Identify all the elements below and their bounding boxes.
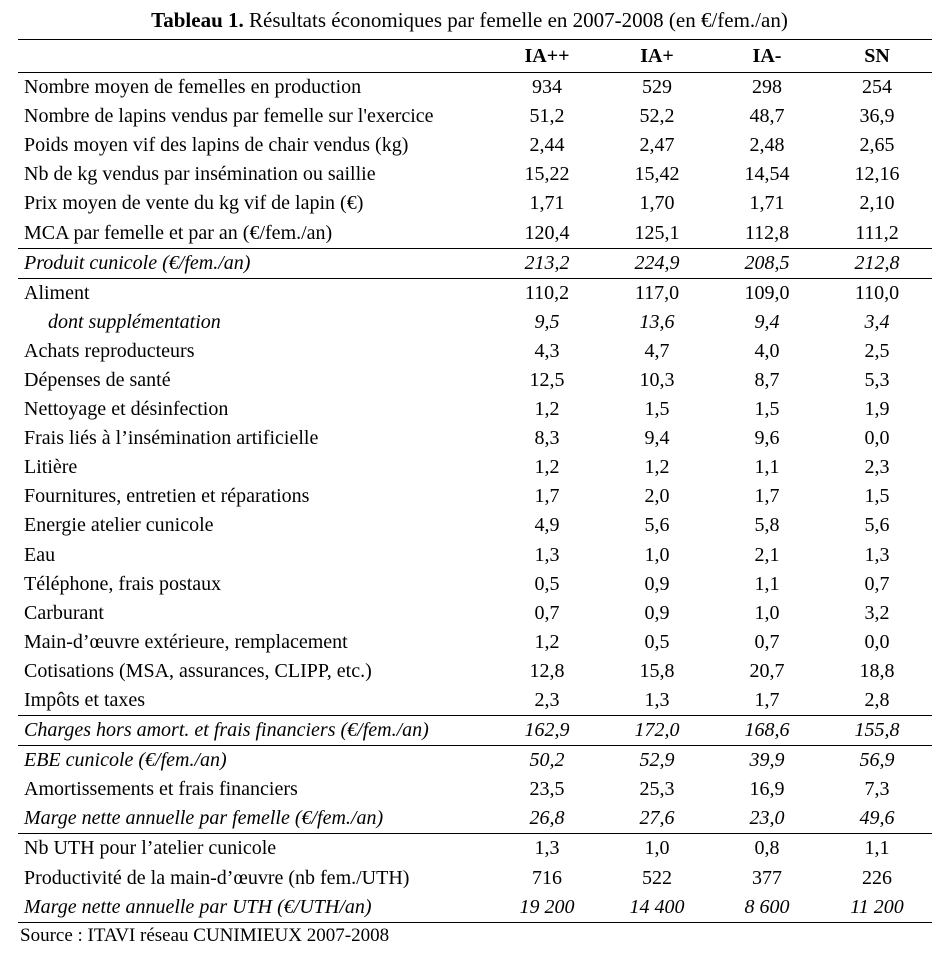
value-cell-iaminus: 23,0 [749, 807, 785, 830]
row-label: Productivité de la main-d’œuvre (nb fem./UTH) [24, 866, 410, 889]
value-cell-iaplus: 1,3 [644, 689, 670, 712]
row-label: EBE cunicole (€/fem./an) [18, 746, 492, 776]
value-cell-iaplus: 52,9 [602, 746, 712, 776]
value-cell-iaplusplus: 15,22 [524, 163, 570, 186]
caption-title: Résultats économiques par femelle en 2007-2008 (en €/fem./an) [243, 8, 788, 32]
value-cell-iaplus: 224,9 [602, 248, 712, 278]
column-header: SN [822, 40, 932, 73]
column-header: IA+ [602, 40, 712, 73]
row-label: Aliment [18, 278, 492, 308]
value-cell-iaplusplus: 1,2 [534, 456, 560, 479]
value-cell-sn: 3,2 [864, 601, 890, 624]
value-cell-sn: 11 200 [822, 893, 932, 923]
table-row [18, 864, 932, 893]
value-cell-sn: 56,9 [822, 746, 932, 776]
value-cell-iaminus: 168,6 [712, 716, 822, 746]
value-cell-sn: 110,0 [822, 278, 932, 308]
table-row [18, 189, 932, 218]
results-table [18, 39, 932, 923]
value-cell-sn: 1,3 [864, 543, 890, 566]
value-cell-sn: 18,8 [859, 659, 895, 682]
value-cell-sn: 2,5 [864, 339, 890, 362]
row-label: Nombre moyen de femelles en production [24, 76, 362, 99]
value-cell-iaplus: 117,0 [602, 278, 712, 308]
value-cell-iaplusplus: 1,2 [534, 398, 560, 421]
table-row [18, 248, 932, 278]
value-cell-iaplus: 0,9 [644, 572, 670, 595]
value-cell-iaminus: 109,0 [712, 278, 822, 308]
value-cell-iaplus: 15,42 [634, 163, 680, 186]
value-cell-iaplus: 172,0 [602, 716, 712, 746]
table-row [18, 628, 932, 657]
value-cell-iaminus: 48,7 [749, 105, 785, 128]
row-label: Prix moyen de vente du kg vif de lapin (€) [24, 192, 364, 215]
table-row [18, 511, 932, 540]
value-cell-iaplusplus: 12,5 [529, 368, 565, 391]
value-cell-iaplusplus: 1,3 [534, 543, 560, 566]
row-label: Frais liés à l’insémination artificielle [24, 427, 319, 450]
value-cell-sn: 36,9 [859, 105, 895, 128]
value-cell-iaminus: 2,1 [754, 543, 780, 566]
value-cell-sn: 226 [862, 866, 892, 889]
row-label: Carburant [24, 601, 104, 624]
row-label: Dépenses de santé [24, 368, 171, 391]
value-cell-sn: 2,3 [864, 456, 890, 479]
table-row [18, 278, 932, 308]
row-label: Téléphone, frais postaux [24, 572, 222, 595]
value-cell-iaplusplus: 19 200 [492, 893, 602, 923]
row-label: Produit cunicole (€/fem./an) [18, 248, 492, 278]
value-cell-iaplusplus: 162,9 [492, 716, 602, 746]
value-cell-iaminus: 112,8 [744, 221, 790, 244]
value-cell-iaminus: 208,5 [712, 248, 822, 278]
value-cell-iaminus: 1,1 [754, 572, 780, 595]
value-cell-iaminus: 1,7 [754, 689, 780, 712]
value-cell-iaplus: 13,6 [639, 310, 675, 333]
value-cell-iaminus: 1,0 [754, 601, 780, 624]
value-cell-iaminus: 39,9 [712, 746, 822, 776]
table-row [18, 599, 932, 628]
value-cell-iaplusplus: 12,8 [529, 659, 565, 682]
row-label: Marge nette annuelle par UTH (€/UTH/an) [18, 893, 492, 923]
value-cell-iaplus: 10,3 [639, 368, 675, 391]
value-cell-iaplus: 522 [642, 866, 672, 889]
value-cell-iaplus: 529 [642, 76, 672, 99]
row-label: Cotisations (MSA, assurances, CLIPP, etc.) [24, 659, 372, 682]
value-cell-sn: 0,0 [864, 630, 890, 653]
value-cell-iaplus: 25,3 [639, 778, 675, 801]
table-row [18, 366, 932, 395]
value-cell-iaplusplus: 1,3 [492, 834, 602, 864]
value-cell-iaplus: 27,6 [639, 807, 675, 830]
value-cell-iaplusplus: 26,8 [529, 807, 565, 830]
value-cell-sn: 2,65 [859, 134, 895, 157]
value-cell-iaplus: 0,5 [644, 630, 670, 653]
value-cell-iaplusplus: 213,2 [492, 248, 602, 278]
value-cell-iaminus: 9,6 [754, 427, 780, 450]
row-label: Main-d’œuvre extérieure, remplacement [24, 630, 348, 653]
table-row [18, 308, 932, 337]
row-label: Nombre de lapins vendus par femelle sur l'exercice [24, 105, 434, 128]
value-cell-sn: 49,6 [859, 807, 895, 830]
value-cell-iaminus: 8,7 [754, 368, 780, 391]
row-label: Poids moyen vif des lapins de chair vendus (kg) [24, 134, 409, 157]
value-cell-iaminus: 298 [752, 76, 782, 99]
value-cell-iaplusplus: 4,9 [534, 514, 560, 537]
row-label: Marge nette annuelle par femelle (€/fem./an) [24, 807, 384, 830]
value-cell-sn: 7,3 [864, 778, 890, 801]
value-cell-iaplus: 1,5 [644, 398, 670, 421]
value-cell-sn: 212,8 [822, 248, 932, 278]
value-cell-iaminus: 1,1 [754, 456, 780, 479]
value-cell-sn: 254 [862, 76, 892, 99]
value-cell-iaplus: 2,47 [639, 134, 675, 157]
row-label: Nb de kg vendus par insémination ou saillie [24, 163, 376, 186]
value-cell-sn: 1,1 [822, 834, 932, 864]
table-row [18, 716, 932, 746]
table-row [18, 804, 932, 834]
table-row [18, 686, 932, 716]
row-label: Litière [24, 456, 78, 479]
value-cell-sn: 155,8 [822, 716, 932, 746]
table-row [18, 570, 932, 599]
table-row [18, 73, 932, 103]
value-cell-iaplus: 1,70 [639, 192, 675, 215]
value-cell-iaminus: 0,8 [712, 834, 822, 864]
value-cell-iaplus: 1,0 [644, 543, 670, 566]
value-cell-sn: 111,2 [855, 221, 899, 244]
value-cell-sn: 5,6 [864, 514, 890, 537]
header-row [18, 40, 932, 73]
value-cell-iaplus: 1,0 [602, 834, 712, 864]
value-cell-iaplusplus: 110,2 [492, 278, 602, 308]
row-label: Achats reproducteurs [24, 339, 195, 362]
value-cell-iaplus: 125,1 [634, 221, 680, 244]
value-cell-iaplusplus: 2,44 [529, 134, 565, 157]
value-cell-iaminus: 20,7 [749, 659, 785, 682]
value-cell-iaplusplus: 0,5 [534, 572, 560, 595]
value-cell-iaminus: 2,48 [749, 134, 785, 157]
table-row [18, 102, 932, 131]
row-label: Charges hors amort. et frais financiers (€/fem./an) [18, 716, 492, 746]
column-header: IA++ [492, 40, 602, 73]
value-cell-iaplusplus: 9,5 [534, 310, 560, 333]
row-label: Nettoyage et désinfection [24, 398, 229, 421]
value-cell-iaplus: 14 400 [602, 893, 712, 923]
row-label: dont supplémentation [48, 310, 221, 333]
value-cell-iaplusplus: 8,3 [534, 427, 560, 450]
value-cell-iaplus: 2,0 [644, 485, 670, 508]
value-cell-iaminus: 1,71 [749, 192, 785, 215]
value-cell-sn: 3,4 [864, 310, 890, 333]
row-label: Impôts et taxes [24, 689, 146, 712]
value-cell-iaplus: 0,9 [644, 601, 670, 624]
value-cell-sn: 0,0 [864, 427, 890, 450]
value-cell-iaminus: 5,8 [754, 514, 780, 537]
value-cell-iaminus: 377 [752, 866, 782, 889]
table-row [18, 424, 932, 453]
table-row [18, 482, 932, 511]
value-cell-iaplusplus: 23,5 [529, 778, 565, 801]
value-cell-iaplusplus: 716 [532, 866, 562, 889]
table-row [18, 893, 932, 923]
value-cell-iaminus: 16,9 [749, 778, 785, 801]
value-cell-iaplusplus: 934 [532, 76, 562, 99]
table-row [18, 160, 932, 189]
value-cell-sn: 5,3 [864, 368, 890, 391]
value-cell-iaplusplus: 120,4 [524, 221, 570, 244]
value-cell-iaminus: 4,0 [754, 339, 780, 362]
value-cell-iaminus: 1,5 [754, 398, 780, 421]
caption-number: Tableau 1. [151, 8, 244, 32]
value-cell-iaplusplus: 2,3 [534, 689, 560, 712]
value-cell-iaminus: 8 600 [712, 893, 822, 923]
table-row [18, 395, 932, 424]
value-cell-iaplusplus: 4,3 [534, 339, 560, 362]
row-label: Fournitures, entretien et réparations [24, 485, 310, 508]
table-row [18, 657, 932, 686]
value-cell-iaplus: 52,2 [639, 105, 675, 128]
value-cell-iaplusplus: 51,2 [529, 105, 565, 128]
value-cell-sn: 12,16 [854, 163, 900, 186]
value-cell-iaplus: 4,7 [644, 339, 670, 362]
source-note: Source : ITAVI réseau CUNIMIEUX 2007-2008 [20, 925, 390, 946]
row-label: Amortissements et frais financiers [24, 778, 298, 801]
table-row [18, 131, 932, 160]
row-label: Eau [24, 543, 56, 566]
value-cell-iaminus: 9,4 [754, 310, 780, 333]
value-cell-sn: 2,8 [864, 689, 890, 712]
value-cell-iaplusplus: 1,71 [529, 192, 565, 215]
value-cell-iaplus: 1,2 [644, 456, 670, 479]
value-cell-iaminus: 1,7 [754, 485, 780, 508]
value-cell-iaplus: 5,6 [644, 514, 670, 537]
table-row [18, 541, 932, 570]
value-cell-iaminus: 0,7 [754, 630, 780, 653]
header-label-cell [18, 40, 492, 73]
value-cell-iaplusplus: 0,7 [534, 601, 560, 624]
table-row [18, 453, 932, 482]
table-row [18, 746, 932, 776]
table-caption [0, 8, 939, 32]
value-cell-iaplusplus: 1,2 [534, 630, 560, 653]
value-cell-iaplusplus: 50,2 [492, 746, 602, 776]
value-cell-iaminus: 14,54 [744, 163, 790, 186]
value-cell-sn: 2,10 [859, 192, 895, 215]
table-row [18, 337, 932, 366]
value-cell-iaplusplus: 1,7 [534, 485, 560, 508]
value-cell-iaplus: 9,4 [644, 427, 670, 450]
row-label: Nb UTH pour l’atelier cunicole [18, 834, 492, 864]
value-cell-iaplus: 15,8 [639, 659, 675, 682]
table-row [18, 218, 932, 248]
row-label: MCA par femelle et par an (€/fem./an) [24, 221, 333, 244]
column-header: IA- [712, 40, 822, 73]
value-cell-sn: 1,5 [864, 485, 890, 508]
row-label: Energie atelier cunicole [24, 514, 214, 537]
table-row [18, 775, 932, 804]
value-cell-sn: 1,9 [864, 398, 890, 421]
value-cell-sn: 0,7 [864, 572, 890, 595]
table-row [18, 834, 932, 864]
